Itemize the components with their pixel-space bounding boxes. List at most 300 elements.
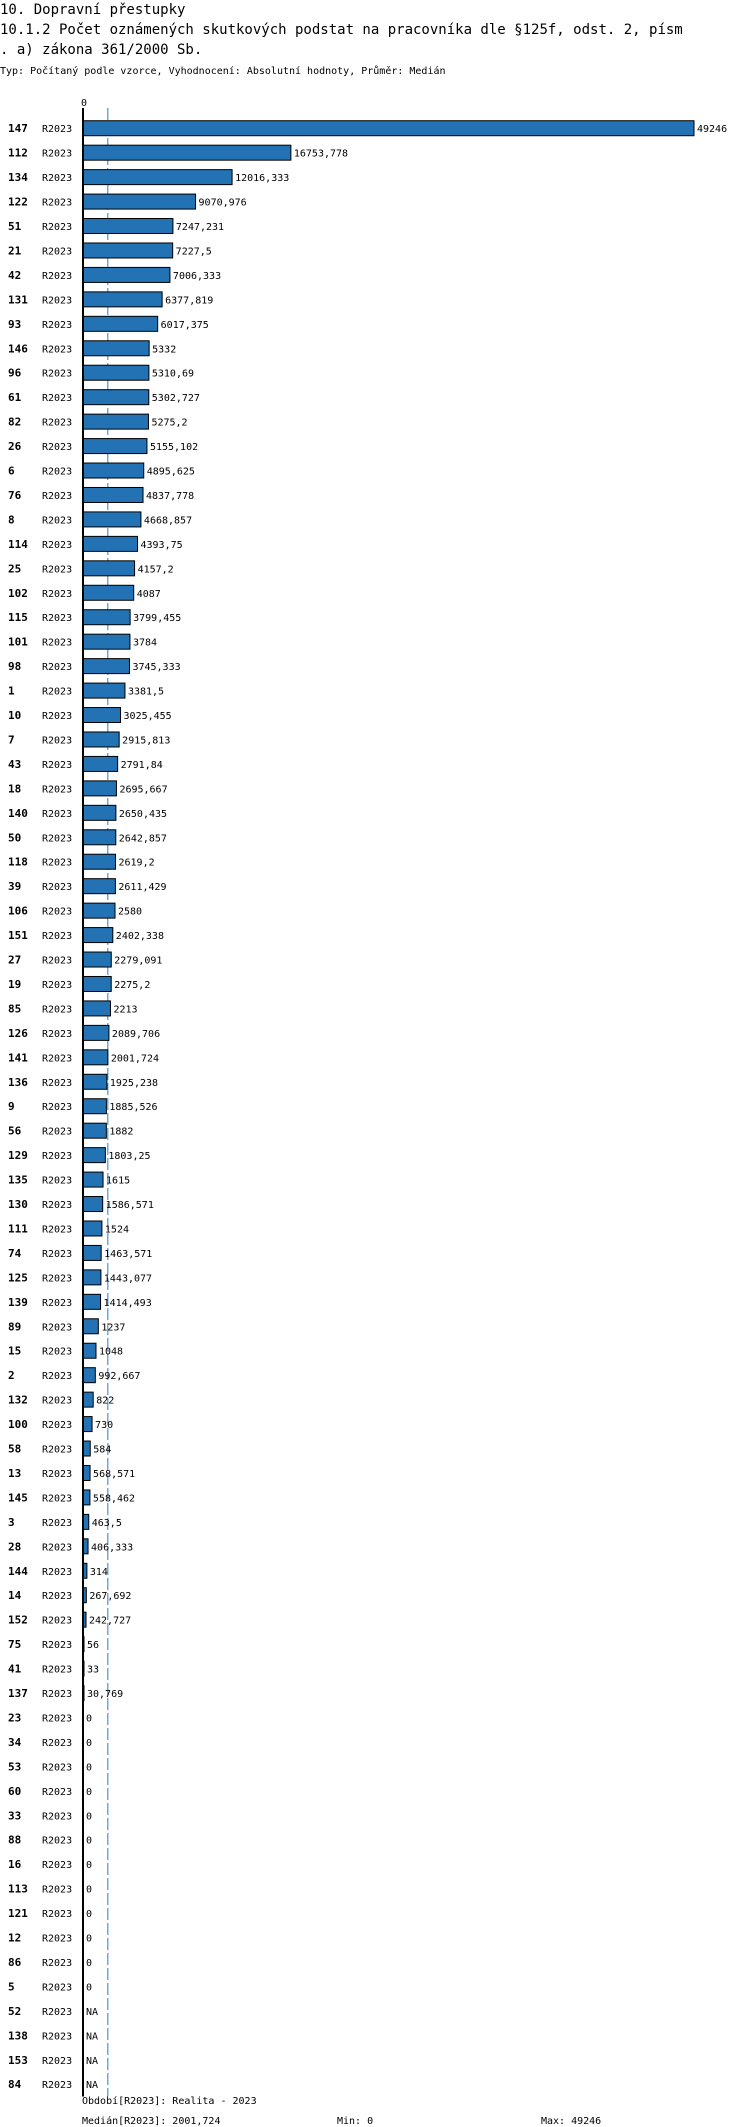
value-label: 406,333 xyxy=(91,1542,134,1554)
bar xyxy=(83,170,232,185)
row-id-label: 136 xyxy=(8,1075,28,1089)
value-label: 5332 xyxy=(152,344,177,356)
row-id-label: 13 xyxy=(8,1466,22,1480)
value-label: 1237 xyxy=(101,1322,126,1334)
row-series-label: R2023 xyxy=(42,613,73,625)
row-id-label: 16 xyxy=(8,1858,22,1872)
bar xyxy=(83,1221,102,1236)
row-series-label: R2023 xyxy=(42,417,73,429)
bar xyxy=(83,1294,101,1309)
value-label: 4393,75 xyxy=(140,539,183,551)
row-id-label: 118 xyxy=(8,855,28,869)
value-label: 2402,338 xyxy=(115,931,164,943)
value-label: 3799,455 xyxy=(133,613,182,625)
row-series-label: R2023 xyxy=(42,882,73,894)
row-series-label: R2023 xyxy=(42,637,73,649)
row-id-label: 82 xyxy=(8,415,22,429)
value-label: 584 xyxy=(93,1444,112,1456)
footer-max: Max: 49246 xyxy=(541,2116,602,2127)
row-id-label: 106 xyxy=(8,904,28,918)
row-series-label: R2023 xyxy=(42,246,73,258)
bar xyxy=(83,243,173,258)
row-series-label: R2023 xyxy=(42,2055,73,2067)
bar xyxy=(83,536,138,551)
row-series-label: R2023 xyxy=(42,515,73,527)
row-id-label: 3 xyxy=(8,1515,15,1529)
row-series-label: R2023 xyxy=(42,686,73,698)
bar xyxy=(83,463,144,478)
row-id-label: 96 xyxy=(8,366,22,380)
value-label: 0 xyxy=(86,1957,93,1969)
bar xyxy=(83,1172,103,1187)
row-series-label: R2023 xyxy=(42,1126,73,1138)
bar xyxy=(83,732,119,747)
row-series-label: R2023 xyxy=(42,1493,73,1505)
value-label: 2279,091 xyxy=(114,955,163,967)
row-series-label: R2023 xyxy=(42,662,73,674)
value-label: 1414,493 xyxy=(103,1297,152,1309)
row-series-label: R2023 xyxy=(42,833,73,845)
row-id-label: 130 xyxy=(8,1198,28,1212)
row-id-label: 1 xyxy=(8,684,15,698)
row-id-label: 140 xyxy=(8,806,28,820)
row-series-label: R2023 xyxy=(42,735,73,747)
value-label: 2275,2 xyxy=(114,979,151,991)
value-label: 56 xyxy=(87,1640,100,1652)
row-id-label: 102 xyxy=(8,586,28,600)
value-label: 0 xyxy=(86,1982,93,1994)
value-label: 2695,667 xyxy=(119,784,168,796)
row-series-label: R2023 xyxy=(42,1468,73,1480)
value-label: 4087 xyxy=(136,588,161,600)
bar xyxy=(83,487,143,502)
row-id-label: 147 xyxy=(8,122,28,136)
bar xyxy=(83,1074,107,1089)
bar xyxy=(83,121,694,136)
chart-title-line-2: . a) zákona 361/2000 Sb. xyxy=(0,42,203,58)
row-series-label: R2023 xyxy=(42,319,73,331)
value-label: 3784 xyxy=(132,637,158,649)
row-id-label: 126 xyxy=(8,1026,28,1040)
value-label: 2580 xyxy=(118,906,143,918)
row-id-label: 28 xyxy=(8,1540,22,1554)
row-id-label: 52 xyxy=(8,2004,22,2018)
row-id-label: 75 xyxy=(8,1638,22,1652)
value-label: NA xyxy=(86,2031,99,2043)
row-id-label: 34 xyxy=(8,1735,22,1749)
value-label: 7006,333 xyxy=(172,270,222,282)
value-label: 730 xyxy=(95,1420,114,1432)
row-id-label: 146 xyxy=(8,342,28,356)
row-series-label: R2023 xyxy=(42,1591,73,1603)
value-label: 30,769 xyxy=(87,1689,124,1701)
value-label: 822 xyxy=(96,1395,115,1407)
value-label: 1524 xyxy=(104,1224,130,1236)
value-label: 5275,2 xyxy=(151,417,188,429)
row-id-label: 98 xyxy=(8,660,22,674)
row-id-label: 26 xyxy=(8,440,22,454)
value-label: 2915,813 xyxy=(122,735,171,747)
row-id-label: 9 xyxy=(8,1100,15,1114)
row-id-label: 39 xyxy=(8,880,22,894)
bar xyxy=(83,1197,103,1212)
bar xyxy=(83,928,113,943)
row-series-label: R2023 xyxy=(42,173,73,185)
row-series-label: R2023 xyxy=(42,808,73,820)
row-id-label: 122 xyxy=(8,195,28,209)
bar xyxy=(83,903,115,918)
row-series-label: R2023 xyxy=(42,711,73,723)
row-series-label: R2023 xyxy=(42,1420,73,1432)
row-series-label: R2023 xyxy=(42,955,73,967)
bar xyxy=(83,316,158,331)
row-series-label: R2023 xyxy=(42,1982,73,1994)
row-id-label: 135 xyxy=(8,1173,28,1187)
value-label: 9070,976 xyxy=(198,197,247,209)
value-label: 267,692 xyxy=(89,1591,132,1603)
row-series-label: R2023 xyxy=(42,1028,73,1040)
bar xyxy=(83,1148,105,1163)
row-id-label: 100 xyxy=(8,1418,28,1432)
value-label: 7247,231 xyxy=(175,222,225,234)
row-series-label: R2023 xyxy=(42,1053,73,1065)
row-id-label: 50 xyxy=(8,831,22,845)
row-id-label: 141 xyxy=(8,1051,28,1065)
value-label: 1882 xyxy=(109,1126,134,1138)
row-series-label: R2023 xyxy=(42,1664,73,1676)
value-label: 2213 xyxy=(113,1004,138,1016)
bar xyxy=(83,1050,108,1065)
row-series-label: R2023 xyxy=(42,466,73,478)
row-id-label: 144 xyxy=(8,1564,28,1578)
row-id-label: 152 xyxy=(8,1613,28,1627)
bar xyxy=(83,854,115,869)
bar xyxy=(83,1368,95,1383)
value-label: 314 xyxy=(89,1566,108,1578)
row-series-label: R2023 xyxy=(42,1224,73,1236)
row-id-label: 88 xyxy=(8,1833,22,1847)
value-label: 49246 xyxy=(697,124,728,136)
row-id-label: 6 xyxy=(8,464,15,478)
section-title: 10. Dopravní přestupky xyxy=(0,2,186,18)
bar xyxy=(83,1417,92,1432)
value-label: 0 xyxy=(86,1786,93,1798)
row-series-label: R2023 xyxy=(42,1566,73,1578)
value-label: 1925,238 xyxy=(109,1077,159,1089)
bar xyxy=(83,976,111,991)
row-series-label: R2023 xyxy=(42,490,73,502)
row-id-label: 10 xyxy=(8,709,22,723)
row-series-label: R2023 xyxy=(42,1640,73,1652)
value-label: 558,462 xyxy=(92,1493,136,1505)
bar xyxy=(83,341,149,356)
value-label: 2619,2 xyxy=(118,857,155,869)
row-series-label: R2023 xyxy=(42,588,73,600)
row-series-label: R2023 xyxy=(42,1762,73,1774)
bar xyxy=(83,952,111,967)
value-label: NA xyxy=(86,2055,99,2067)
bar xyxy=(83,267,170,282)
bar xyxy=(83,879,115,894)
row-id-label: 113 xyxy=(8,1882,28,1896)
row-id-label: 18 xyxy=(8,782,22,796)
row-series-label: R2023 xyxy=(42,1542,73,1554)
value-label: 2650,435 xyxy=(118,808,168,820)
row-id-label: 112 xyxy=(8,146,28,160)
row-series-label: R2023 xyxy=(42,1444,73,1456)
row-id-label: 151 xyxy=(8,929,28,943)
row-id-label: 14 xyxy=(8,1589,22,1603)
row-series-label: R2023 xyxy=(42,1200,73,1212)
value-label: 0 xyxy=(86,1909,93,1921)
value-label: 0 xyxy=(86,1713,93,1725)
row-id-label: 74 xyxy=(8,1246,22,1260)
value-label: 4837,778 xyxy=(146,490,195,502)
row-series-label: R2023 xyxy=(42,1273,73,1285)
row-series-label: R2023 xyxy=(42,1151,73,1163)
row-series-label: R2023 xyxy=(42,1884,73,1896)
bar xyxy=(83,1123,106,1138)
row-id-label: 134 xyxy=(8,171,28,185)
bar xyxy=(83,756,118,771)
row-series-label: R2023 xyxy=(42,857,73,869)
value-label: 3381,5 xyxy=(127,686,165,698)
row-id-label: 93 xyxy=(8,317,22,331)
row-series-label: R2023 xyxy=(42,222,73,234)
row-id-label: 56 xyxy=(8,1124,22,1138)
row-series-label: R2023 xyxy=(42,1102,73,1114)
row-series-label: R2023 xyxy=(42,979,73,991)
bar xyxy=(83,1245,101,1260)
bar xyxy=(83,414,148,429)
value-label: 4157,2 xyxy=(137,564,174,576)
value-label: 1463,571 xyxy=(104,1248,153,1260)
bar xyxy=(83,439,147,454)
bar xyxy=(83,390,149,405)
row-series-label: R2023 xyxy=(42,1689,73,1701)
value-label: 463,5 xyxy=(91,1517,122,1529)
bar xyxy=(83,659,129,674)
row-id-label: 51 xyxy=(8,220,22,234)
row-series-label: R2023 xyxy=(42,1175,73,1187)
row-id-label: 41 xyxy=(8,1662,22,1676)
row-id-label: 137 xyxy=(8,1687,28,1701)
value-label: 2001,724 xyxy=(110,1053,160,1065)
value-label: 0 xyxy=(86,1811,93,1823)
row-series-label: R2023 xyxy=(42,2031,73,2043)
bar xyxy=(83,1392,93,1407)
row-id-label: 19 xyxy=(8,977,22,991)
row-series-label: R2023 xyxy=(42,1933,73,1945)
row-series-label: R2023 xyxy=(42,1737,73,1749)
row-id-label: 7 xyxy=(8,733,15,747)
row-series-label: R2023 xyxy=(42,393,73,405)
row-id-label: 101 xyxy=(8,635,28,649)
row-id-label: 89 xyxy=(8,1320,22,1334)
row-id-label: 153 xyxy=(8,2053,28,2067)
row-series-label: R2023 xyxy=(42,1004,73,1016)
row-id-label: 85 xyxy=(8,1002,22,1016)
row-id-label: 5 xyxy=(8,1980,15,1994)
row-id-label: 145 xyxy=(8,1491,28,1505)
row-id-label: 60 xyxy=(8,1784,22,1798)
row-series-label: R2023 xyxy=(42,539,73,551)
value-label: 33 xyxy=(87,1664,100,1676)
row-id-label: 25 xyxy=(8,562,22,576)
bar xyxy=(83,1001,110,1016)
value-label: 2791,84 xyxy=(120,759,163,771)
bar xyxy=(83,1025,109,1040)
row-series-label: R2023 xyxy=(42,344,73,356)
row-series-label: R2023 xyxy=(42,197,73,209)
bar xyxy=(83,585,134,600)
row-series-label: R2023 xyxy=(42,295,73,307)
value-label: 16753,778 xyxy=(293,148,349,160)
row-series-label: R2023 xyxy=(42,1517,73,1529)
bar xyxy=(83,365,149,380)
value-label: 2642,857 xyxy=(118,833,167,845)
value-label: 1586,571 xyxy=(105,1200,154,1212)
row-series-label: R2023 xyxy=(42,2080,73,2092)
value-label: 1885,526 xyxy=(109,1102,158,1114)
row-series-label: R2023 xyxy=(42,906,73,918)
value-label: 0 xyxy=(86,1737,93,1749)
value-label: 568,571 xyxy=(93,1468,136,1480)
bar xyxy=(83,1099,106,1114)
row-series-label: R2023 xyxy=(42,1615,73,1627)
bar xyxy=(83,781,116,796)
row-series-label: R2023 xyxy=(42,368,73,380)
footer-median: Medián[R2023]: 2001,724 xyxy=(82,2116,221,2127)
bar xyxy=(83,194,196,209)
bar xyxy=(83,1319,98,1334)
row-series-label: R2023 xyxy=(42,1248,73,1260)
row-id-label: 12 xyxy=(8,1931,22,1945)
value-label: 6017,375 xyxy=(160,319,209,331)
row-id-label: 42 xyxy=(8,268,22,282)
row-id-label: 86 xyxy=(8,1955,22,1969)
value-label: 3025,455 xyxy=(123,711,172,723)
bar xyxy=(83,219,173,234)
row-id-label: 129 xyxy=(8,1149,28,1163)
bar xyxy=(83,1270,101,1285)
value-label: 2611,429 xyxy=(118,882,167,894)
row-id-label: 23 xyxy=(8,1711,22,1725)
value-label: 3745,333 xyxy=(132,662,181,674)
bar xyxy=(83,512,141,527)
row-series-label: R2023 xyxy=(42,1395,73,1407)
row-id-label: 43 xyxy=(8,757,22,771)
row-series-label: R2023 xyxy=(42,1811,73,1823)
row-series-label: R2023 xyxy=(42,759,73,771)
value-label: NA xyxy=(86,2080,99,2092)
bar xyxy=(83,610,130,625)
row-id-label: 114 xyxy=(8,537,28,551)
value-label: 1803,25 xyxy=(108,1151,151,1163)
value-label: 12016,333 xyxy=(235,173,290,185)
value-label: NA xyxy=(86,2006,99,2018)
value-label: 4895,625 xyxy=(146,466,195,478)
value-label: 5155,102 xyxy=(149,442,199,454)
bar xyxy=(83,292,162,307)
bar xyxy=(83,561,135,576)
value-label: 0 xyxy=(86,1835,93,1847)
row-series-label: R2023 xyxy=(42,1077,73,1089)
bar xyxy=(83,830,116,845)
footer-min: Min: 0 xyxy=(337,2116,374,2127)
bar xyxy=(83,1490,90,1505)
row-series-label: R2023 xyxy=(42,1860,73,1872)
value-label: 7227,5 xyxy=(175,246,212,258)
row-id-label: 125 xyxy=(8,1271,28,1285)
axis-zero-label: 0 xyxy=(81,98,88,109)
value-label: 6377,819 xyxy=(165,295,214,307)
chart-title-line-1: 10.1.2 Počet oznámených skutkových podstat na pracovníka dle §125f, odst. 2, písm xyxy=(0,22,683,38)
row-series-label: R2023 xyxy=(42,784,73,796)
row-series-label: R2023 xyxy=(42,1957,73,1969)
value-label: 242,727 xyxy=(89,1615,132,1627)
row-id-label: 61 xyxy=(8,391,22,405)
row-series-label: R2023 xyxy=(42,1835,73,1847)
value-label: 1615 xyxy=(106,1175,131,1187)
row-id-label: 53 xyxy=(8,1760,22,1774)
row-series-label: R2023 xyxy=(42,442,73,454)
row-id-label: 139 xyxy=(8,1295,28,1309)
row-series-label: R2023 xyxy=(42,931,73,943)
bar xyxy=(83,708,121,723)
footer-period: Období[R2023]: Realita - 2023 xyxy=(82,2096,257,2107)
value-label: 0 xyxy=(86,1933,93,1945)
value-label: 0 xyxy=(86,1762,93,1774)
row-id-label: 115 xyxy=(8,611,28,625)
row-id-label: 2 xyxy=(8,1369,15,1383)
value-label: 5302,727 xyxy=(151,393,200,405)
row-series-label: R2023 xyxy=(42,564,73,576)
row-id-label: 8 xyxy=(8,513,15,527)
value-label: 5310,69 xyxy=(151,368,195,380)
bar xyxy=(83,634,130,649)
row-series-label: R2023 xyxy=(42,1297,73,1309)
value-label: 1443,077 xyxy=(103,1273,153,1285)
bar xyxy=(83,1343,96,1358)
value-label: 1048 xyxy=(99,1346,124,1358)
row-series-label: R2023 xyxy=(42,2006,73,2018)
row-series-label: R2023 xyxy=(42,1786,73,1798)
value-label: 992,667 xyxy=(98,1371,141,1383)
row-series-label: R2023 xyxy=(42,1909,73,1921)
value-label: 0 xyxy=(86,1884,93,1896)
row-id-label: 21 xyxy=(8,244,22,258)
row-series-label: R2023 xyxy=(42,270,73,282)
row-id-label: 58 xyxy=(8,1442,22,1456)
bar xyxy=(83,1465,90,1480)
chart-type-description: Typ: Počítaný podle vzorce, Vyhodnocení: Absolutní hodnoty, Průměr: Medián xyxy=(0,66,446,77)
row-id-label: 138 xyxy=(8,2029,28,2043)
row-series-label: R2023 xyxy=(42,1322,73,1334)
row-id-label: 33 xyxy=(8,1809,22,1823)
bar xyxy=(83,145,291,160)
row-id-label: 15 xyxy=(8,1344,22,1358)
row-series-label: R2023 xyxy=(42,148,73,160)
value-label: 0 xyxy=(86,1860,93,1872)
row-id-label: 131 xyxy=(8,293,28,307)
row-series-label: R2023 xyxy=(42,1713,73,1725)
row-id-label: 111 xyxy=(8,1222,28,1236)
bar xyxy=(83,805,116,820)
row-id-label: 27 xyxy=(8,953,22,967)
row-series-label: R2023 xyxy=(42,124,73,136)
value-label: 2089,706 xyxy=(111,1028,161,1040)
